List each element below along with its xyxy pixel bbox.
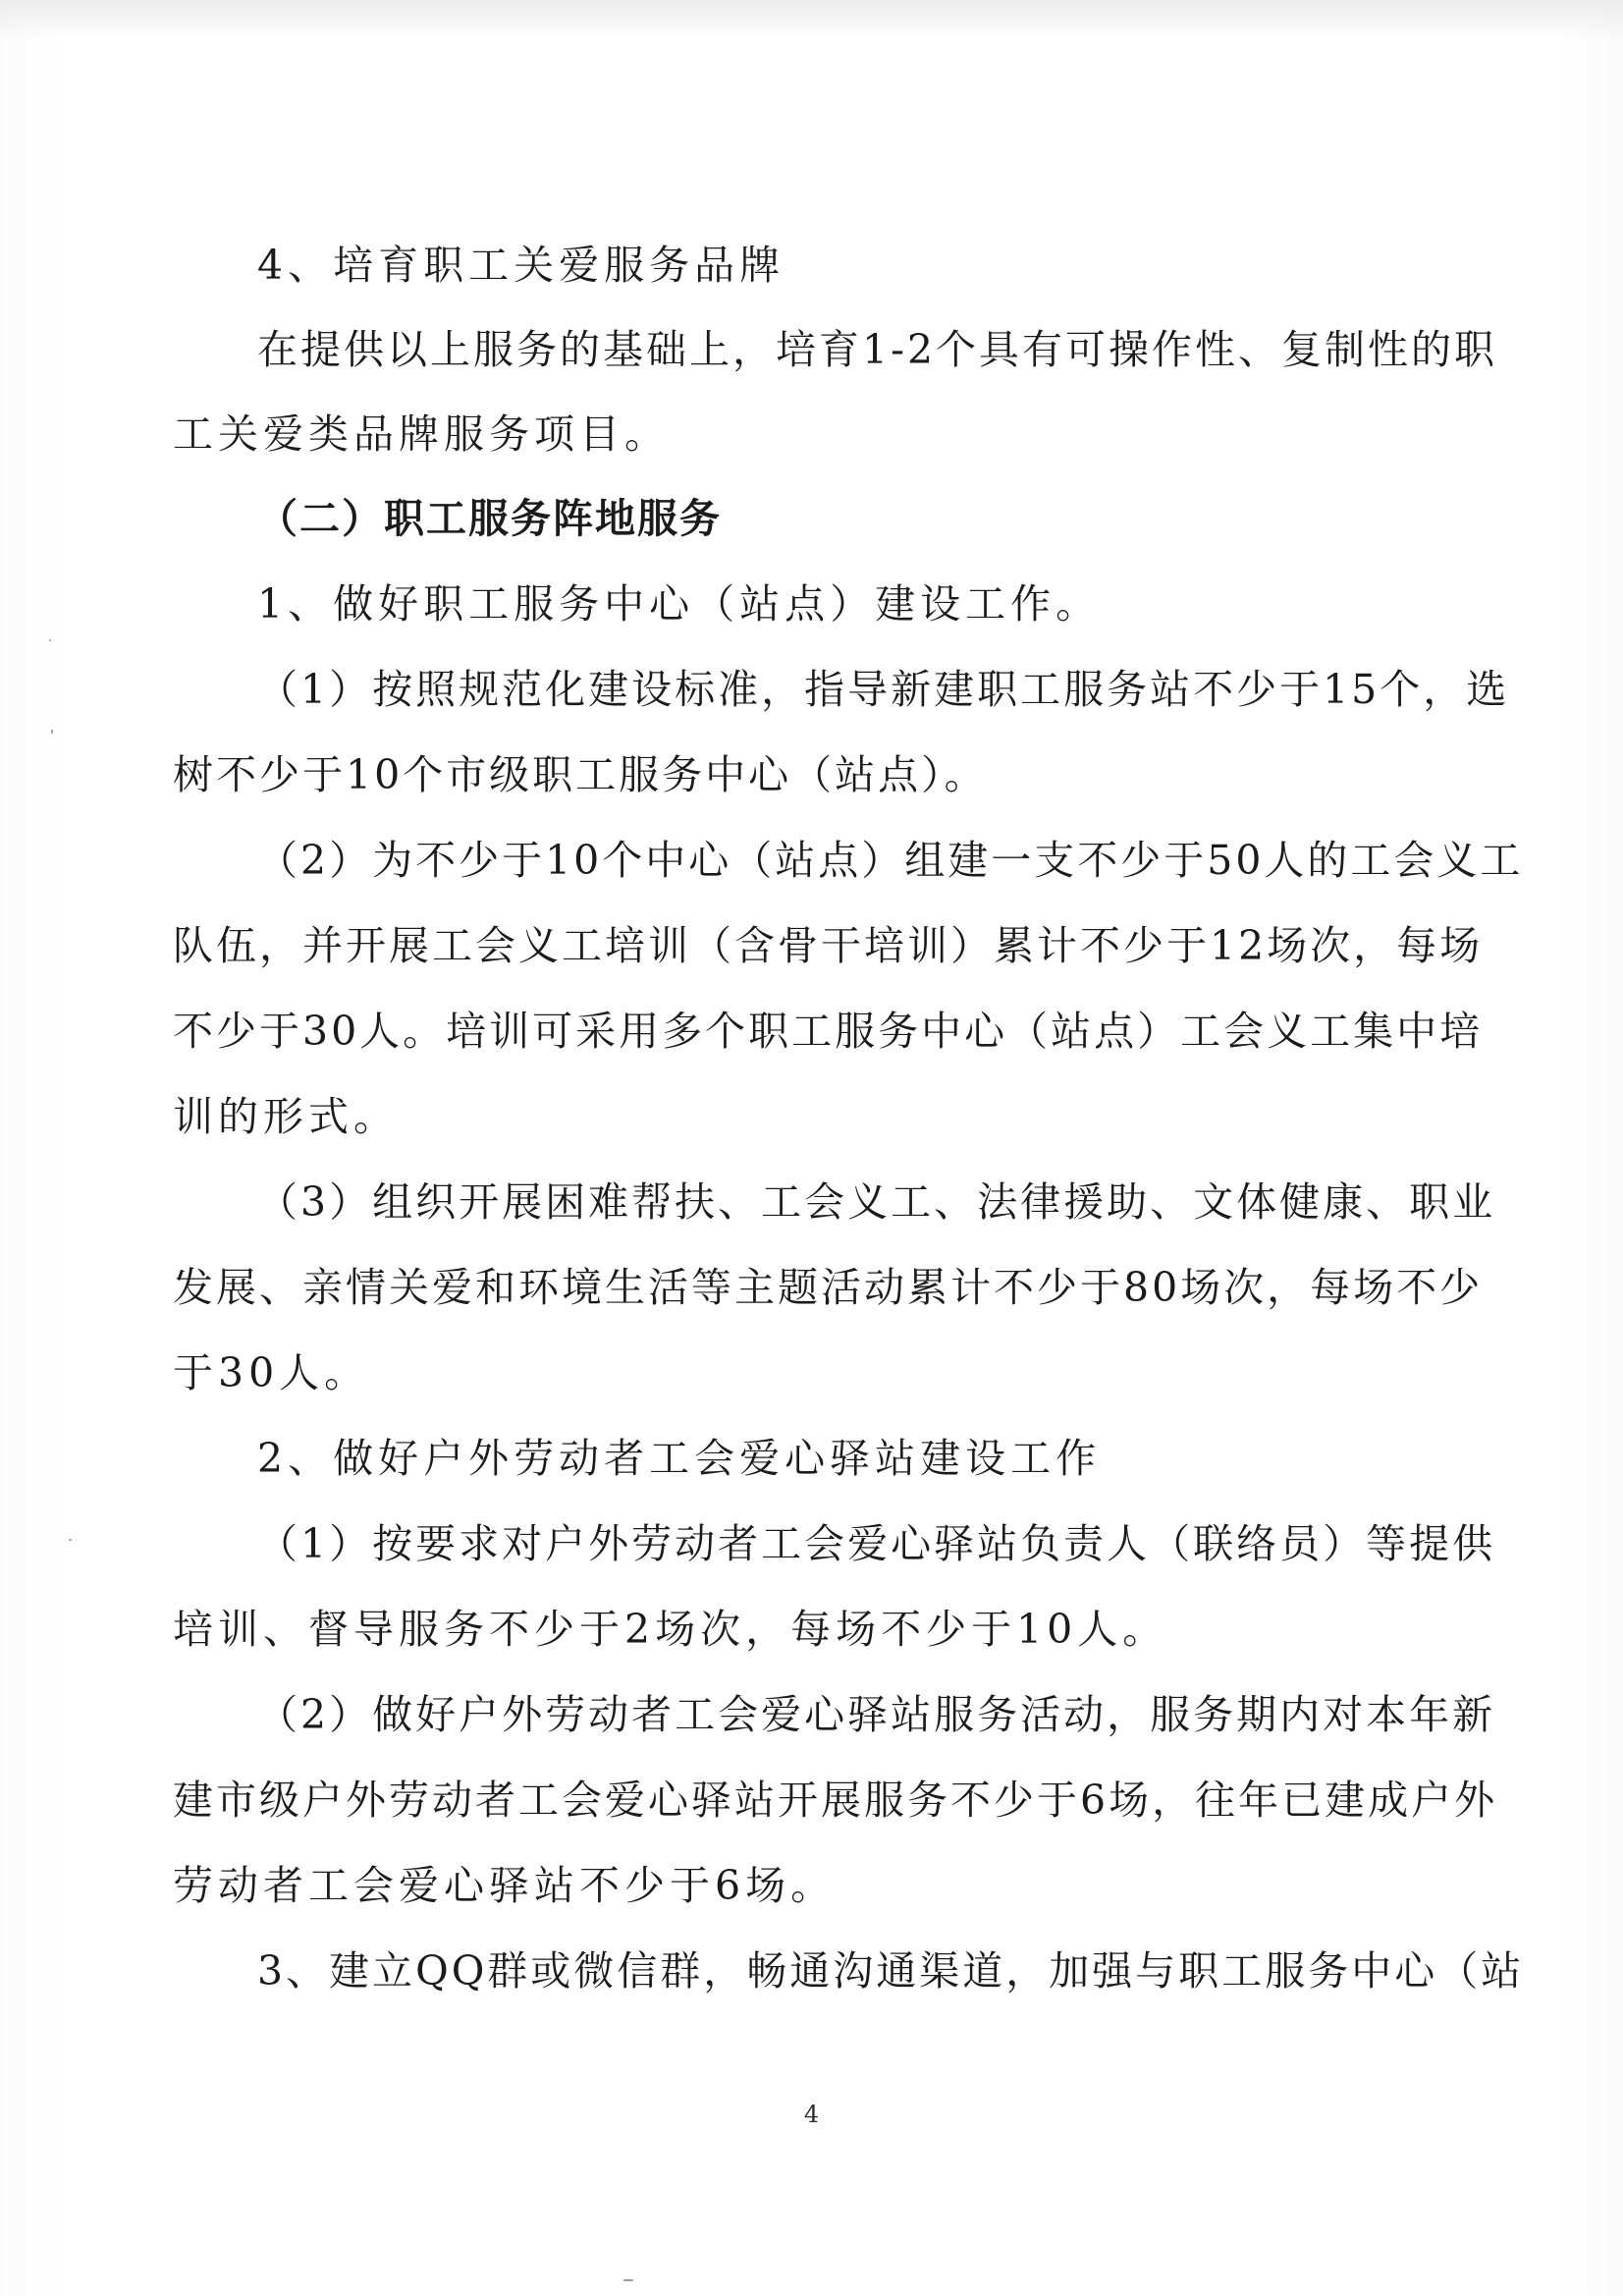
paragraph-line: 培训、督导服务不少于2场次，每场不少于10人。: [173, 1606, 1168, 1653]
paragraph-line: （2）做好户外劳动者工会爱心驿站服务活动，服务期内对本年新: [257, 1691, 1496, 1738]
scan-speck: [49, 639, 51, 641]
paragraph-line: （2）为不少于10个中心（站点）组建一支不少于50人的工会义工: [257, 837, 1524, 884]
paragraph-line: 发展、亲情关爱和环境生活等主题活动累计不少于80场次，每场不少: [173, 1264, 1484, 1311]
paragraph-line: 3、建立QQ群或微信群，畅通沟通渠道，加强与职工服务中心（站: [257, 1947, 1525, 1995]
paragraph-line: 于30人。: [173, 1349, 370, 1396]
scan-speck: [51, 730, 53, 734]
scan-speck: [623, 2279, 633, 2281]
scan-speck: [69, 1539, 72, 1541]
paragraph-line: 队伍，并开展工会义工培训（含骨干培训）累计不少于12场次，每场: [173, 922, 1484, 969]
paragraph-line: 训的形式。: [173, 1093, 399, 1140]
subsection-heading-service-center: 1、做好职工服务中心（站点）建设工作。: [257, 580, 1102, 628]
page-number: 4: [803, 2101, 820, 2128]
paragraph-line: 劳动者工会爱心驿站不少于6场。: [173, 1862, 837, 1909]
subsection-heading-outdoor-station: 2、做好户外劳动者工会爱心驿站建设工作: [257, 1435, 1102, 1482]
paragraph-line: 工关爱类品牌服务项目。: [173, 410, 670, 458]
paragraph-line: （1）按照规范化建设标准，指导新建职工服务站不少于15个，选: [257, 666, 1510, 713]
paragraph-line: 树不少于10个市级职工服务中心（站点）。: [173, 751, 988, 798]
paragraph-line: 在提供以上服务的基础上，培育1-2个具有可操作性、复制性的职: [257, 326, 1498, 373]
paragraph-line: （1）按要求对户外劳动者工会爱心驿站负责人（联络员）等提供: [257, 1520, 1496, 1567]
section-heading-position-service: （二）职工服务阵地服务: [257, 495, 722, 542]
paragraph-line: 不少于30人。培训可采用多个职工服务中心（站点）工会义工集中培: [173, 1008, 1484, 1055]
paragraph-line: （3）组织开展困难帮扶、工会义工、法律援助、文体健康、职业: [257, 1178, 1496, 1226]
scan-top-shade: [0, 0, 1623, 39]
paragraph-line: 建市级户外劳动者工会爱心驿站开展服务不少于6场，往年已建成户外: [173, 1777, 1498, 1824]
section-heading-brand: 4、培育职工关爱服务品牌: [257, 242, 785, 289]
